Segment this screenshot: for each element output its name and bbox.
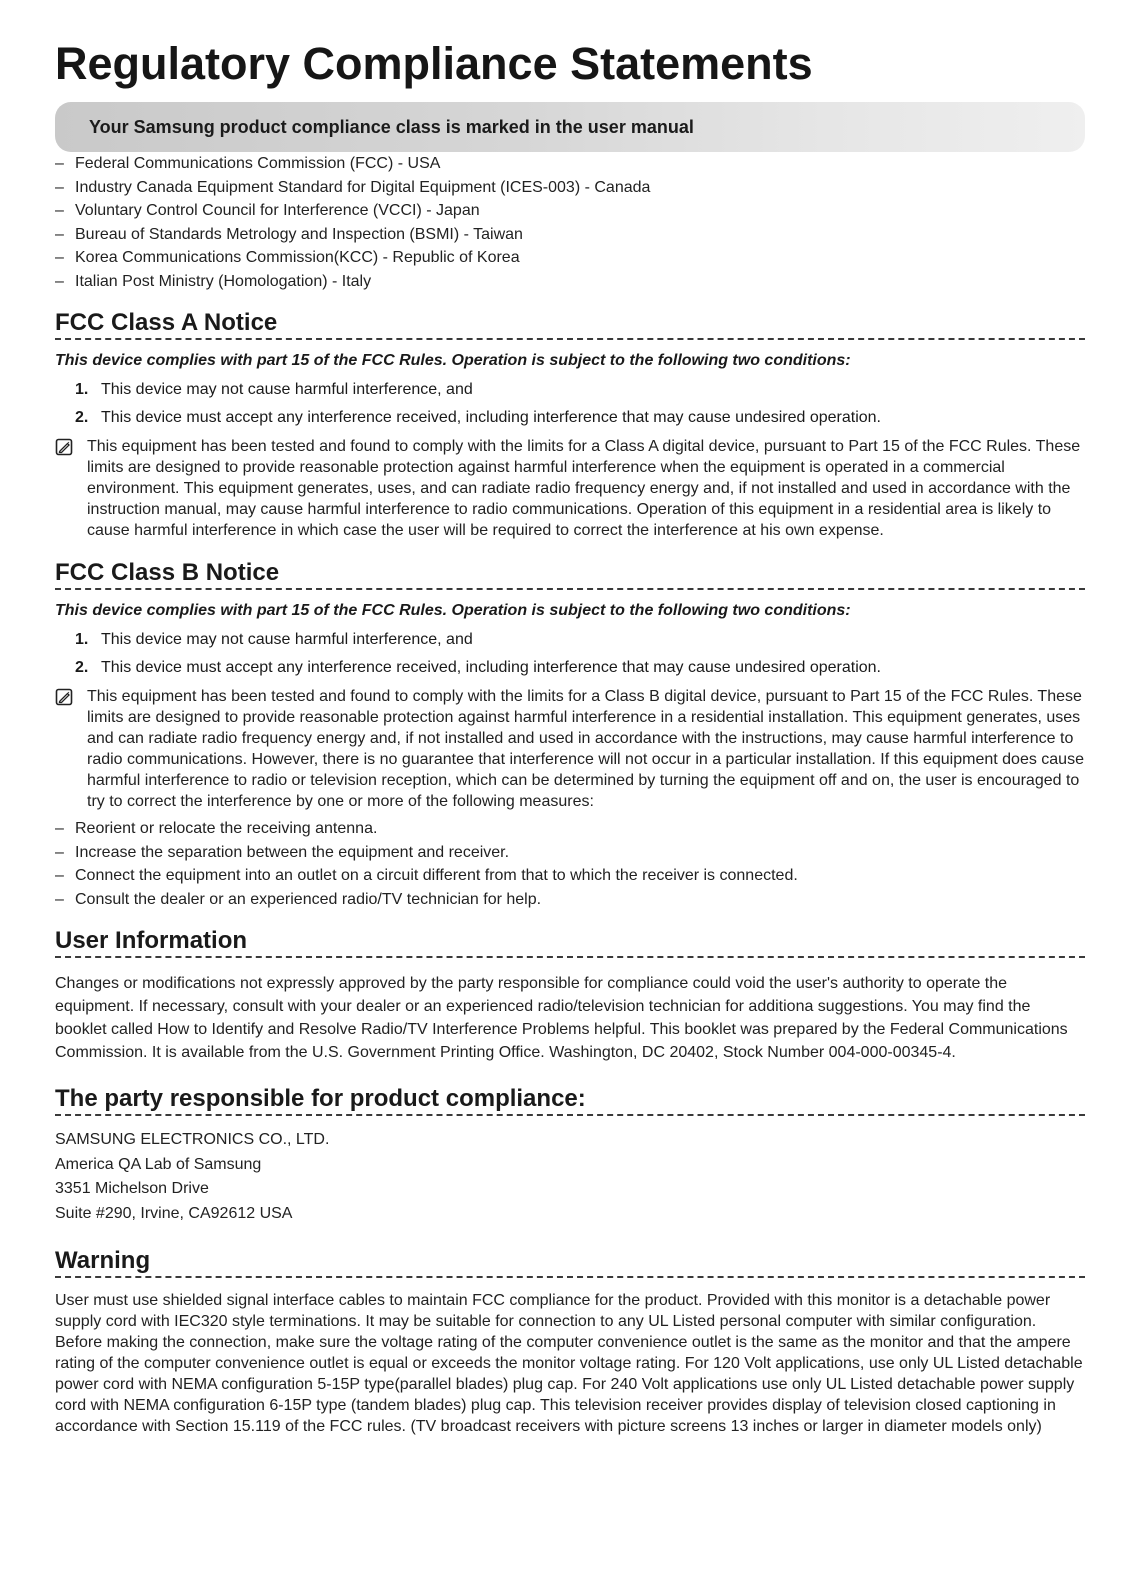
measures-list: [55, 817, 1085, 911]
item-number: 2.: [75, 409, 89, 426]
note-block: [55, 436, 1085, 541]
list-item: [55, 404, 1085, 432]
list-item: – Increase the separation between the equipment and receiver.: [55, 841, 1085, 865]
item-text: This device must accept any interference received, including interference that may cause undesired operation.: [101, 409, 881, 426]
section-heading: FCC Class A Notice: [55, 308, 1085, 340]
note-icon: [55, 438, 73, 456]
regulatory-bodies-list: [55, 152, 1085, 293]
list-item: – Voluntary Control Council for Interference (VCCI) - Japan: [55, 199, 1085, 223]
list-item: [55, 376, 1085, 404]
page-title: Regulatory Compliance Statements: [55, 38, 813, 89]
fcc-class-b-section: [55, 558, 1085, 911]
section-text: User must use shielded signal interface cables to maintain FCC compliance for the product. Provided with this monitor is a detachable power supply cord with IEC320 style terminations. It may be suitable for connection to any UL Listed personal computer with similar configuration. Before making the connection, make sure the voltage rating of the computer convenience outlet is the same as the monitor and that the ampere rating of the computer convenience outlet is equal or exceeds the monitor voltage rating. For 120 Volt applications, use only UL Listed detachable power cord with NEMA configuration 5-15P type(parallel blades) plug cap. For 240 Volt applications use only UL Listed detachable power supply cord with NEMA configuration 6-15P type (tandem blades) plug cap. This television receiver provides display of television closed captioning in accordance with Section 15.119 of the FCC rules. (TV broadcast receivers with picture screens 13 inches or larger in diameter models only): [55, 1292, 1083, 1435]
list-item: [55, 654, 1085, 682]
section-heading: Warning: [55, 1246, 1085, 1278]
item-text: This device must accept any interference received, including interference that may cause undesired operation.: [101, 659, 881, 676]
list-item: – Italian Post Ministry (Homologation) - Italy: [55, 270, 1085, 294]
section-text: Changes or modifications not expressly approved by the party responsible for compliance could void the user's authority to operate the equipment. If necessary, consult with your dealer or an experienced radio/television technician for additiona suggestions. You may find the booklet called How to Identify and Resolve Radio/TV Interference Problems helpful. This booklet was prepared by the Federal Communications Commission. It is available from the U.S. Government Printing Office. Washington, DC 20402, Stock Number 004-000-00345-4.: [55, 975, 1068, 1061]
list-item: – Industry Canada Equipment Standard for Digital Equipment (ICES-003) - Canada: [55, 176, 1085, 200]
section-lead: This device complies with part 15 of the FCC Rules. Operation is subject to the following two conditions:: [55, 352, 851, 369]
user-information-section: [55, 926, 1085, 1064]
warning-section: [55, 1246, 1085, 1437]
conditions-list: [55, 626, 1085, 682]
note-block: [55, 686, 1085, 812]
item-text: This device may not cause harmful interference, and: [101, 631, 473, 648]
document-page: [55, 36, 1085, 1437]
address-line: 3351 Michelson Drive: [55, 1180, 209, 1197]
list-item: – Korea Communications Commission(KCC) - Republic of Korea: [55, 246, 1085, 270]
list-item: – Reorient or relocate the receiving antenna.: [55, 817, 1085, 841]
address-line: SAMSUNG ELECTRONICS CO., LTD.: [55, 1131, 330, 1148]
compliance-class-banner: Your Samsung product compliance class is marked in the user manual: [55, 102, 1085, 152]
responsible-party-section: [55, 1084, 1085, 1226]
section-heading: The party responsible for product compliance:: [55, 1084, 1085, 1116]
item-number: 1.: [75, 631, 89, 648]
conditions-list: [55, 376, 1085, 432]
list-item: – Connect the equipment into an outlet on a circuit different from that to which the receiver is connected.: [55, 864, 1085, 888]
list-item: – Consult the dealer or an experienced radio/TV technician for help.: [55, 888, 1085, 912]
item-text: This device may not cause harmful interference, and: [101, 381, 473, 398]
list-item: – Federal Communications Commission (FCC) - USA: [55, 152, 1085, 176]
address-block: [55, 1128, 1085, 1226]
note-icon: [55, 688, 73, 706]
fcc-class-a-section: [55, 308, 1085, 541]
item-number: 1.: [75, 381, 89, 398]
list-item: [55, 626, 1085, 654]
item-number: 2.: [75, 659, 89, 676]
section-lead: This device complies with part 15 of the FCC Rules. Operation is subject to the following two conditions:: [55, 602, 851, 619]
note-text: This equipment has been tested and found to comply with the limits for a Class B digital device, pursuant to Part 15 of the FCC Rules. These limits are designed to provide reasonable protection against harmful interference in a residential installation. This equipment generates, uses and can radiate radio frequency energy and, if not installed and used in accordance with the instructions, may cause harmful interference to radio communications. However, there is no guarantee that interference will not occur in a particular installation. If this equipment does cause harmful interference to radio or television reception, which can be determined by turning the equipment off and on, the user is encouraged to try to correct the interference by one or more of the following measures:: [87, 688, 1084, 810]
note-text: This equipment has been tested and found to comply with the limits for a Class A digital device, pursuant to Part 15 of the FCC Rules. These limits are designed to provide reasonable protection against harmful interference when the equipment is operated in a commercial environment. This equipment generates, uses, and can radiate radio frequency energy and, if not installed and used in accordance with the instruction manual, may cause harmful interference to radio communications. Operation of this equipment in a residential area is likely to cause harmful interference in which case the user will be required to correct the interference at his own expense.: [87, 438, 1081, 539]
section-heading: FCC Class B Notice: [55, 558, 1085, 590]
section-heading: User Information: [55, 926, 1085, 958]
list-item: – Bureau of Standards Metrology and Inspection (BSMI) - Taiwan: [55, 223, 1085, 247]
address-line: America QA Lab of Samsung: [55, 1155, 262, 1173]
address-line: Suite #290, Irvine, CA92612 USA: [55, 1204, 293, 1222]
